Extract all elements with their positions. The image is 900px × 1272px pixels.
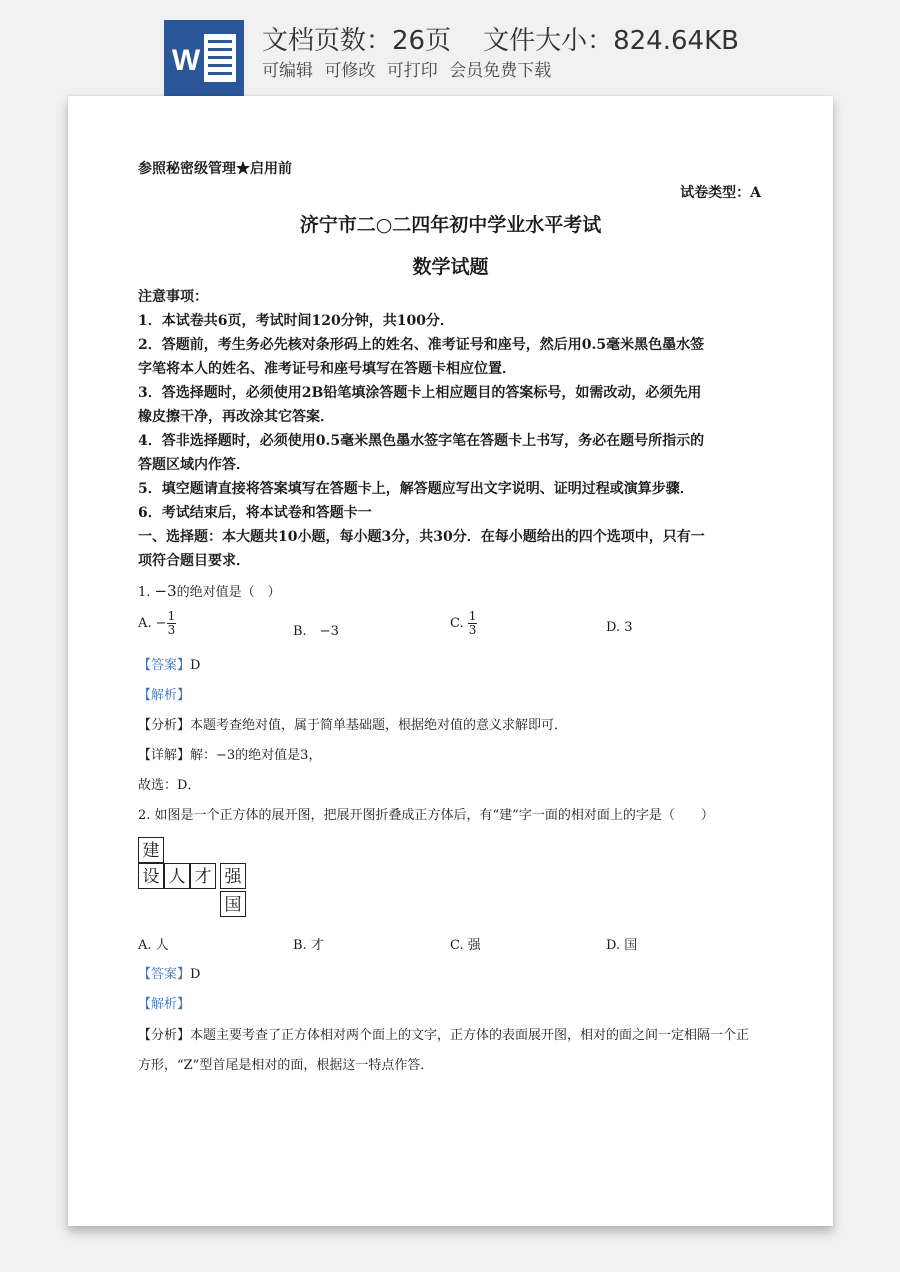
option-d: D. 国 — [606, 938, 638, 953]
net-cell: 才 — [190, 863, 216, 889]
notice-line: 3．答选择题时，必须使用2B铅笔填涂答题卡上相应题目的答案标号，如需改动，必须先用 — [138, 385, 702, 401]
option-label: C. — [450, 616, 464, 631]
notice-line: 字笔将本人的姓名、准考证号和座号填写在答题卡相应位置． — [138, 361, 516, 377]
file-info — [262, 20, 739, 57]
feature-list: 可编辑 可修改 可打印 会员免费下载 — [262, 61, 552, 81]
net-cell: 强 — [220, 863, 246, 889]
word-document-icon — [164, 20, 244, 96]
file-size: 文件大小：824.64KB — [483, 26, 739, 56]
option-a — [138, 610, 176, 637]
option-a: A. 人 — [138, 938, 169, 953]
notice-line: 2．答题前，考生务必先核对条形码上的姓名、准考证号和座号，然后用0.5毫米黑色墨水签 — [138, 337, 705, 353]
fraction: $\frac{1}{3}$ — [167, 609, 176, 637]
question-expression: −3 — [154, 582, 177, 600]
answer-line — [138, 654, 200, 673]
fenxi-tag: 【分析】 — [138, 1028, 191, 1043]
xiangjie-line — [138, 744, 321, 763]
option-d: D. 3 — [606, 620, 633, 635]
fenxi-tag: 【分析】 — [138, 718, 191, 733]
question-2: 2. 如图是一个正方体的展开图，把展开图折叠成正方体后，有“建”字一面的相对面上的字是（ ） — [138, 808, 714, 823]
analysis-tag: 【解析】 — [138, 997, 191, 1012]
analysis-tag: 【解析】 — [138, 688, 191, 703]
fenxi-text: 本题主要考查了正方体相对两个面上的文字，正方体的表面展开图，相对的面之间一定相隔一个正 — [190, 1028, 750, 1043]
answer-line — [138, 963, 200, 982]
xiangjie-text: 解：−3的绝对值是3， — [190, 748, 322, 763]
option-c — [450, 610, 477, 637]
document-page — [68, 96, 833, 1226]
minus-sign: − — [155, 616, 167, 631]
paper-type: 试卷类型：A — [680, 185, 761, 201]
notice-line: 1．本试卷共6页，考试时间120分钟，共100分． — [138, 313, 454, 329]
option-label: A. — [138, 616, 152, 631]
secrecy-label: 参照秘密级管理★启用前 — [138, 161, 292, 177]
notice-line: 答题区域内作答． — [138, 457, 250, 473]
fenxi-line-2: 方形，“Z”型首尾是相对的面，根据这一特点作答． — [138, 1058, 434, 1073]
notice-line: 6．考试结束后，将本试卷和答题卡一 — [138, 505, 372, 521]
option-c: C. 强 — [450, 938, 481, 953]
fenxi-text: 本题考查绝对值，属于简单基础题，根据绝对值的意义求解即可． — [190, 718, 568, 733]
exam-title: 济宁市二○二四年初中学业水平考试 — [299, 214, 602, 236]
net-cell: 建 — [138, 837, 164, 863]
net-cell: 人 — [164, 863, 190, 889]
answer-value: D — [190, 658, 201, 673]
fenxi-line — [138, 1024, 749, 1043]
answer-tag: 【答案】 — [138, 658, 191, 673]
notice-heading: 注意事项： — [138, 289, 208, 305]
question-stem: 的绝对值是（ ） — [176, 585, 281, 600]
choose-line: 故选：D． — [138, 778, 201, 793]
option-b: B. 才 — [293, 938, 324, 953]
section-heading: 一、选择题：本大题共10小题，每小题3分，共30分．在每小题给出的四个选项中，只有一 — [138, 529, 705, 545]
notice-line: 橡皮擦干净，再改涂其它答案． — [138, 409, 334, 425]
notice-line: 5．填空题请直接将答案填写在答题卡上，解答题应写出文字说明、证明过程或演算步骤． — [138, 481, 694, 497]
section-heading: 项符合题目要求． — [138, 553, 250, 569]
xiangjie-tag: 【详解】 — [138, 748, 191, 763]
net-cell: 设 — [138, 863, 164, 889]
notice-line: 4．答非选择题时，必须使用0.5毫米黑色墨水签字笔在答题卡上书写，务必在题号所指示的 — [138, 433, 705, 449]
question-number: 1. — [138, 585, 151, 600]
page-count: 文档页数：26页 — [262, 26, 452, 56]
exam-subtitle: 数学试题 — [412, 256, 489, 278]
answer-value: D — [190, 967, 201, 982]
fraction: $\frac{1}{3}$ — [468, 609, 477, 637]
word-icon-letter: W — [171, 44, 201, 77]
net-cell: 国 — [220, 891, 246, 917]
answer-tag: 【答案】 — [138, 967, 191, 982]
option-b: B. −3 — [293, 624, 339, 639]
question-1 — [138, 581, 281, 600]
fenxi-line — [138, 714, 567, 733]
